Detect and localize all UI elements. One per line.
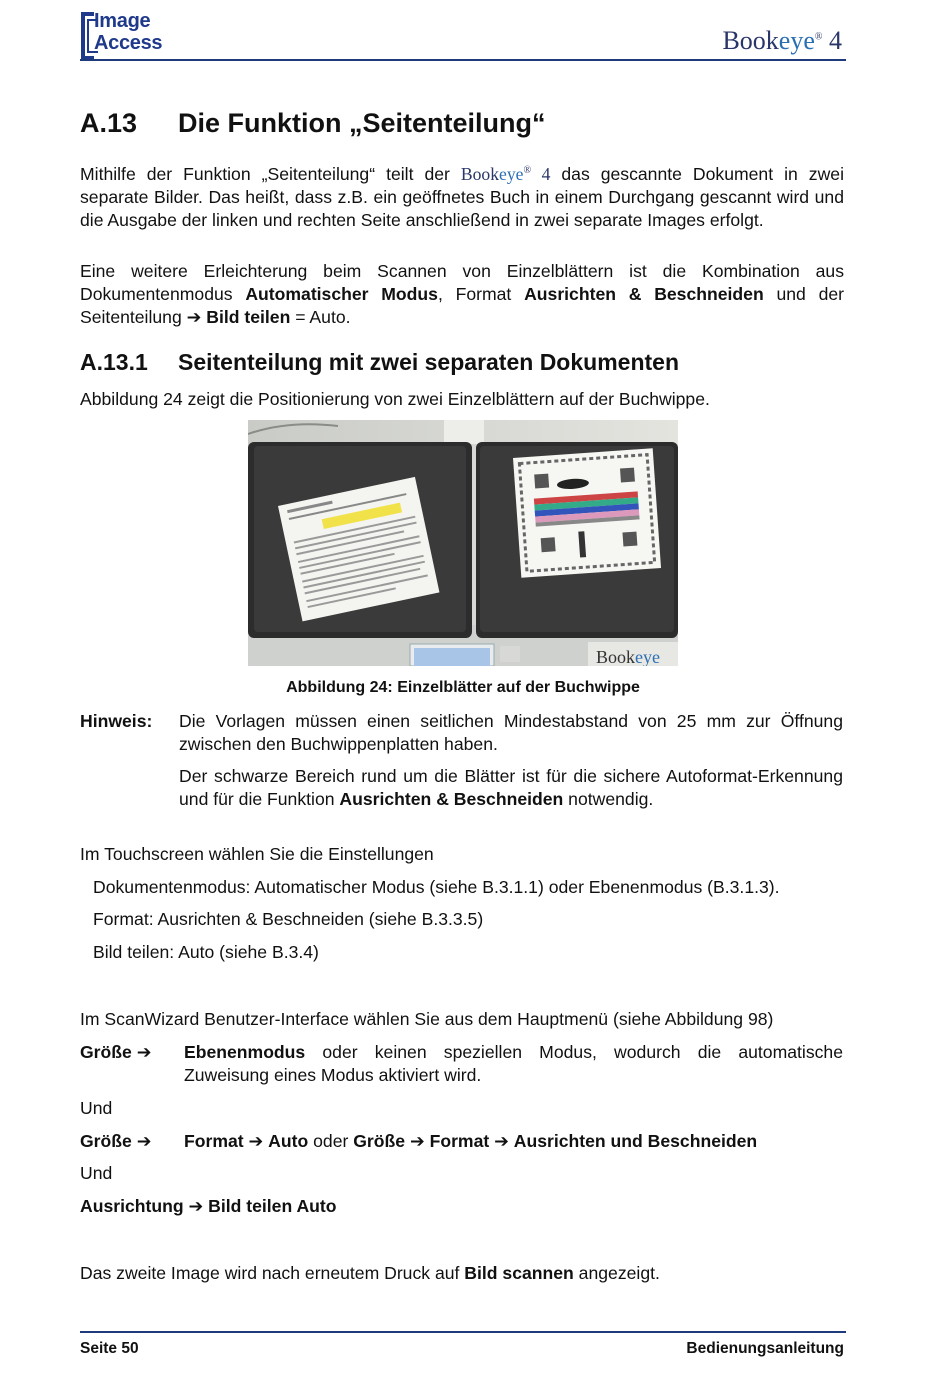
touchscreen-item: Dokumentenmodus: Automatischer Modus (siehe B.3.1.1) oder Ebenenmodus (B.3.1.3). [93,877,780,897]
arrow-right-icon: ➔ [186,308,202,328]
note-paragraph-2 [179,765,843,811]
photo-brand-text [596,647,660,666]
menu-format: Format [184,1131,244,1151]
menu-path-label [80,1041,151,1065]
inline-product-reg: ® [523,165,532,176]
arrow-right-icon: ➔ [494,1132,509,1152]
product-logo-eye: eye [778,26,815,55]
menu-align-crop: Ausrichten und Beschneiden [513,1131,758,1151]
scanwizard-intro: Im ScanWizard Benutzer-Interface wählen Sie aus dem Hauptmenü (siehe Abbildung 98) [80,1009,774,1029]
menu-path-description [184,1041,843,1087]
menu-path-row-3 [80,1195,337,1219]
note-p2-c: notwendig. [563,789,654,809]
arrow-right-icon: ➔ [136,1043,152,1063]
menu-format: Format [429,1131,490,1151]
note-p2-align-crop: Ausrichten & Beschneiden [339,789,564,809]
inline-product-version: 4 [531,163,551,184]
menu-layer-mode: Ebenenmodus [184,1042,306,1062]
arrow-right-icon: ➔ [136,1132,152,1152]
arrow-right-icon: ➔ [188,1197,204,1217]
intro-p2-automode: Automatischer Modus [245,284,438,304]
figure-photo [248,420,678,666]
section-title: Die Funktion „Seitenteilung“ [178,108,546,138]
inline-product-book: Book [460,163,500,184]
inline-product-eye: eye [499,163,524,184]
closing-paragraph [80,1262,660,1285]
intro-p2-g: = Auto. [290,307,351,327]
note-paragraph-1: Die Vorlagen müssen einen seitlichen Mindestabstand von 25 mm zur Öffnung zwischen den Buchwippenplatten haben. [179,711,843,754]
menu-auto: Auto [268,1131,309,1151]
photo-brand-book: Book [596,647,636,666]
menu-path-text: oder keinen speziellen Modus, wodurch die automatische Zuweisung eines Modus aktiviert wird. [184,1042,843,1085]
section-number: A.13 [80,108,138,138]
connector-und: Und [80,1163,113,1183]
touchscreen-intro: Im Touchscreen wählen Sie die Einstellungen [80,844,434,864]
menu-path-row-2 [184,1130,757,1154]
intro-p2-c: , Format [437,284,525,304]
connector-und: Und [80,1098,113,1118]
menu-size: Größe [80,1131,132,1151]
menu-size: Größe [80,1042,132,1062]
subsection-lead: Abbildung 24 zeigt die Positionierung von zwei Einzelblättern auf der Buchwippe. [80,389,710,409]
arrow-right-icon: ➔ [409,1132,425,1152]
intro-p2-e: und der Seitenteilung [80,284,844,327]
touchscreen-item: Bild teilen: Auto (siehe B.3.4) [93,942,319,962]
menu-size: Größe [353,1131,406,1151]
intro-p1-rest: das gescannte Dokument in zwei separate Bilder. Das heißt, dass z.B. ein geöffnetes Buch in einem Durchgang gescannt wird und die Ausgabe der linken und rechten Seite anschließend in zwei separate Images erfolgt. [80,163,844,230]
intro-p1-start: Mithilfe der Funktion „Seitenteilung“ teilt der [80,163,461,184]
product-logo-reg: ® [814,31,823,43]
intro-paragraph-1 [80,159,844,232]
intro-p2-split: Bild teilen [201,307,291,327]
subsection-title: Seitenteilung mit zwei separaten Dokumenten [178,349,679,375]
photo-brand-eye: eye [635,647,660,666]
arrow-right-icon: ➔ [248,1132,264,1152]
touchscreen-item: Format: Ausrichten & Beschneiden (siehe B.3.3.5) [93,909,484,929]
header-rule [80,59,846,61]
menu-orientation: Ausrichtung [80,1196,184,1216]
closing-scan-button-name: Bild scannen [464,1263,574,1283]
section-heading [80,106,846,140]
company-logo [80,10,172,60]
footer-rule [80,1331,846,1333]
subsection-number: A.13.1 [80,349,148,375]
menu-or: oder [308,1131,354,1151]
figure-caption: Abbildung 24: Einzelblätter auf der Buchwippe [286,679,640,696]
menu-path-label [80,1130,151,1154]
subsection-heading [80,347,846,377]
note-label: Hinweis: [80,711,153,731]
product-logo-version: 4 [822,26,842,55]
menu-split-auto: Bild teilen Auto [208,1196,337,1216]
intro-p2-align-crop: Ausrichten & Beschneiden [524,284,764,304]
logo-word-image: Image [94,10,151,32]
product-logo-book: Book [722,26,779,55]
intro-p2-a: Eine weitere Erleichterung beim Scannen von Einzelblättern ist die Kombination aus Dokumentenmodus [80,261,844,304]
closing-c: angezeigt. [573,1263,660,1283]
intro-paragraph-2 [80,260,844,330]
page-number: Seite 50 [80,1340,139,1357]
product-logo [722,26,842,56]
closing-a: Das zweite Image wird nach erneutem Druck auf [80,1263,465,1283]
inline-product-name [461,164,550,184]
note-p2-a: Der schwarze Bereich rund um die Blätter ist für die sichere Autoformat-Erkennung und für die Funktion [179,766,843,809]
book-cradle-photo [248,420,678,666]
logo-word-access: Access [94,32,163,54]
document-title: Bedienungsanleitung [686,1340,844,1357]
